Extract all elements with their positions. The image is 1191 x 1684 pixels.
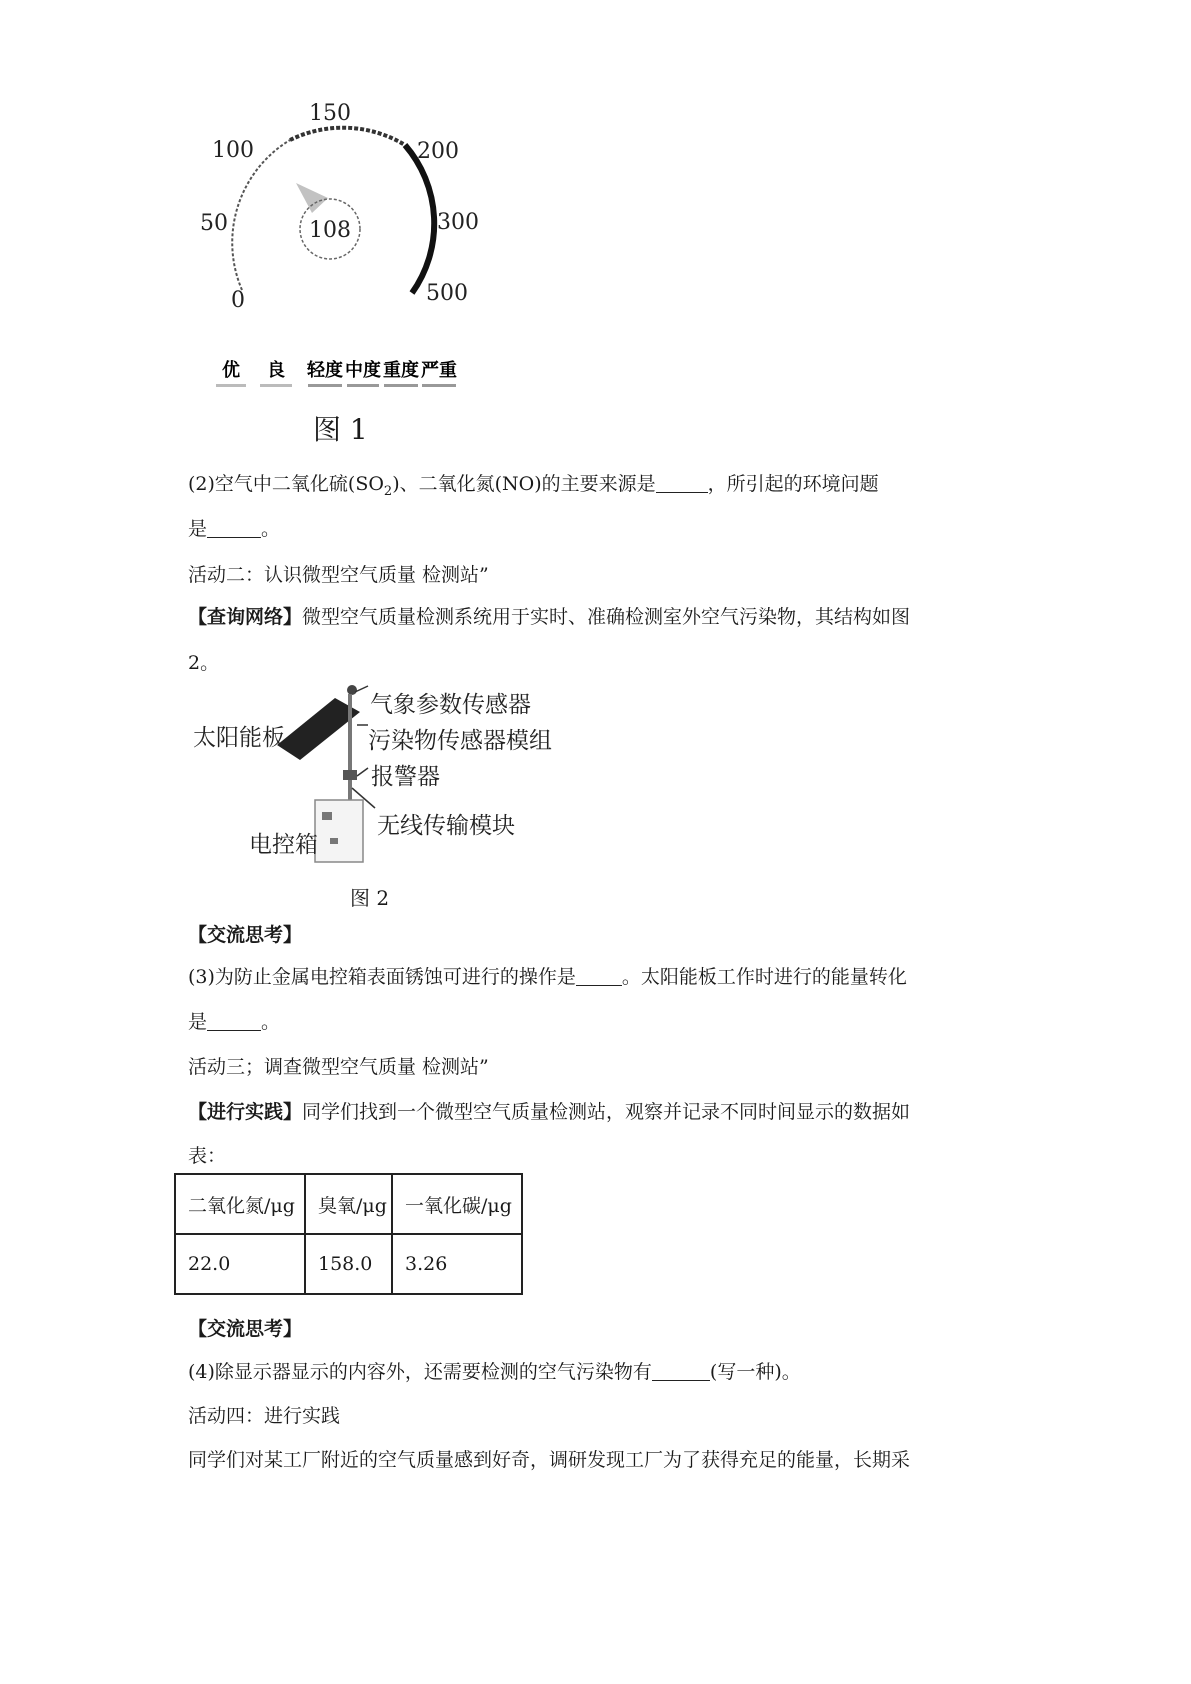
activity-4-text: 同学们对某工厂附近的空气质量感到好奇，调研发现工厂为了获得充足的能量，长期采: [188, 1449, 911, 1471]
query-bracket: 【查询网络】: [188, 606, 303, 628]
q2-line1: [188, 472, 879, 504]
level-subtext-bar: [384, 384, 418, 387]
level-label-moderate: 中度: [345, 360, 381, 381]
level-subtext-bar: [347, 384, 379, 387]
table-header-cell: 一氧化碳/μg: [392, 1174, 522, 1234]
q2-line2-text: 是: [188, 518, 208, 540]
label-control-box: 电控箱: [249, 832, 318, 858]
tick-label-500: 500: [426, 281, 468, 306]
activity-2-heading: 活动二：认识微型空气质量 检测站”: [188, 564, 489, 586]
solar-panel-shape: [277, 698, 360, 760]
gauge-reading: 108: [309, 218, 351, 243]
q2-line2-end: 。: [261, 518, 281, 540]
alarm-shape: [343, 770, 357, 780]
leader-line: [357, 768, 368, 776]
label-weather-sensor: 气象参数传感器: [370, 692, 531, 718]
tick-label-0: 0: [231, 288, 245, 313]
activity-3-practice: [188, 1100, 910, 1124]
answer-blank[interactable]: [652, 1362, 710, 1381]
figure-1: [200, 95, 500, 455]
q3-line2: [188, 1010, 280, 1034]
q4-text-b: (写一种)。: [709, 1361, 801, 1383]
activity-3-heading: 活动三；调查微型空气质量 检测站”: [188, 1056, 489, 1078]
figure-1-caption: 图 1: [313, 413, 368, 446]
exchange-heading-1: 【交流思考】: [188, 924, 303, 946]
tick-label-200: 200: [417, 139, 459, 164]
label-pollutant-sensor: 污染物传感器模组: [368, 728, 552, 754]
label-wireless-module: 无线传输模块: [377, 813, 515, 839]
practice-bracket: 【进行实践】: [188, 1101, 303, 1123]
weather-sensor-shape: [347, 685, 357, 695]
q2-line2: [188, 517, 280, 541]
answer-blank[interactable]: [207, 1012, 261, 1031]
figure-2-caption: 图 2: [350, 886, 390, 910]
level-subtext-bar: [422, 384, 456, 387]
table-header-row: [175, 1174, 522, 1234]
aqi-gauge: [200, 95, 500, 455]
gauge-arc-severe: [405, 145, 434, 293]
table-header-cell: 臭氧/μg: [305, 1174, 392, 1234]
label-solar-panel: 太阳能板: [193, 725, 285, 751]
level-label-excellent: 优: [222, 360, 240, 381]
q3-line2-end: 。: [261, 1011, 281, 1033]
control-box-detail: [322, 812, 332, 820]
q4-text-a: (4)除显示器显示的内容外，还需要检测的空气污染物有: [188, 1361, 652, 1383]
q2-text-c: ，所引起的环境问题: [707, 473, 879, 495]
table-cell: 158.0: [305, 1234, 392, 1294]
q3-text-a: (3)为防止金属电控箱表面锈蚀可进行的操作是: [188, 966, 576, 988]
q3-line2-text: 是: [188, 1011, 208, 1033]
practice-text: 同学们找到一个微型空气质量检测站，观察并记录不同时间显示的数据如: [302, 1101, 911, 1123]
activity-2-query: [188, 605, 910, 629]
q2-text-a: (2)空气中二氧化硫(SO: [188, 473, 384, 495]
level-subtext-bar: [216, 384, 246, 387]
label-alarm: 报警器: [371, 764, 440, 790]
table-cell: 22.0: [175, 1234, 305, 1294]
level-label-good: 良: [267, 360, 285, 381]
pollutant-data-table: [174, 1173, 523, 1295]
activity-3-practice-cont: 表：: [188, 1145, 227, 1167]
gauge-pointer: [296, 183, 328, 213]
q2-subscript: 2: [383, 484, 393, 499]
table-cell: 3.26: [392, 1234, 522, 1294]
query-text: 微型空气质量检测系统用于实时、准确检测室外空气污染物，其结构如图: [302, 606, 911, 628]
leader-line: [355, 686, 368, 692]
exchange-heading-2: 【交流思考】: [188, 1318, 303, 1340]
level-label-severe: 严重: [421, 360, 457, 381]
level-subtext-bar: [308, 384, 342, 387]
level-label-heavy: 重度: [383, 360, 419, 381]
tick-label-50: 50: [200, 211, 228, 236]
tick-label-300: 300: [437, 210, 479, 235]
q3-line1: [188, 965, 907, 989]
q3-text-b: 。太阳能板工作时进行的能量转化: [621, 966, 907, 988]
activity-4-heading: 活动四：进行实践: [188, 1405, 341, 1427]
answer-blank[interactable]: [576, 967, 622, 986]
control-box-shape: [315, 800, 363, 862]
answer-blank[interactable]: [656, 474, 708, 493]
gauge-arc-moderate: [290, 128, 405, 145]
level-label-light: 轻度: [307, 360, 343, 381]
table-header-cell: 二氧化氮/μg: [175, 1174, 305, 1234]
activity-2-query-cont: 2。: [188, 652, 220, 674]
tick-label-150: 150: [309, 101, 351, 126]
q4-line: [188, 1360, 801, 1384]
tick-label-100: 100: [212, 138, 254, 163]
q2-text-b: )、二氧化氮(NO)的主要来源是: [392, 473, 656, 495]
table-row: [175, 1234, 522, 1294]
answer-blank[interactable]: [207, 519, 261, 538]
level-subtext-bar: [260, 384, 292, 387]
control-box-detail: [330, 838, 338, 844]
